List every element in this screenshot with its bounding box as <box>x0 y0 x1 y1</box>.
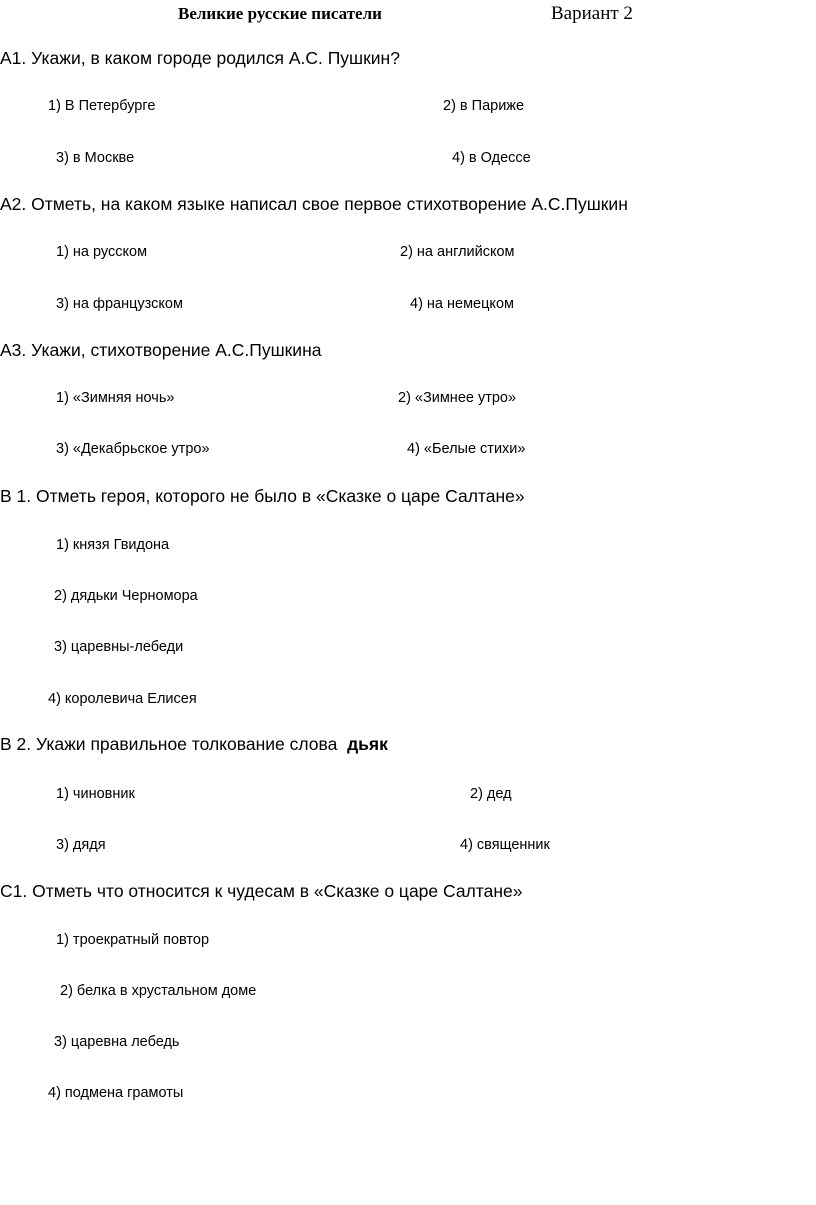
answer-option: 1) чиновник <box>56 786 135 802</box>
answer-option: 2) дядьки Черномора <box>54 588 198 604</box>
question-c1: С1. Отметь что относится к чудесам в «Сказке о царе Салтане» <box>0 881 523 901</box>
question-a1: А1. Укажи, в каком городе родился А.С. Пушкин? <box>0 48 400 68</box>
answer-option: 1) князя Гвидона <box>56 537 170 553</box>
answer-option: 3) в Москве <box>56 150 135 166</box>
answer-option: 4) священник <box>460 837 550 853</box>
question-b2-text: В 2. Укажи правильное толкование слова <box>0 734 338 754</box>
answer-option: 4) на немецком <box>410 296 514 312</box>
answer-option: 2) в Париже <box>443 98 525 114</box>
answer-option: 1) троекратный повтор <box>56 932 210 948</box>
answer-option: 4) подмена грамоты <box>48 1085 184 1101</box>
answer-option: 3) «Декабрьское утро» <box>56 441 210 457</box>
answer-option: 2) белка в хрустальном доме <box>60 983 257 999</box>
answer-option: 4) в Одессе <box>452 150 531 166</box>
answer-option: 2) дед <box>470 786 512 802</box>
page-title: Великие русские писатели <box>178 4 382 23</box>
question-b1: В 1. Отметь героя, которого не было в «Сказке о царе Салтане» <box>0 486 525 506</box>
question-a3: А3. Укажи, стихотворение А.С.Пушкина <box>0 340 322 360</box>
question-b2 <box>0 734 388 755</box>
answer-option: 4) королевича Елисея <box>48 691 197 707</box>
question-a2: А2. Отметь, на каком языке написал свое первое стихотворение А.С.Пушкин <box>0 194 628 214</box>
answer-option: 1) на русском <box>56 244 148 260</box>
question-b2-keyword: дьяк <box>347 734 388 754</box>
answer-option: 2) на английском <box>400 244 515 260</box>
answer-option: 4) «Белые стихи» <box>407 441 526 457</box>
answer-option: 3) дядя <box>56 837 106 853</box>
answer-option: 3) на французском <box>56 296 183 312</box>
variant-label: Вариант 2 <box>551 3 633 24</box>
answer-option: 3) царевна лебедь <box>54 1034 180 1050</box>
answer-option: 3) царевны-лебеди <box>54 639 184 655</box>
answer-option: 2) «Зимнее утро» <box>398 390 517 406</box>
answer-option: 1) «Зимняя ночь» <box>56 390 175 406</box>
answer-option: 1) В Петербурге <box>48 98 156 114</box>
